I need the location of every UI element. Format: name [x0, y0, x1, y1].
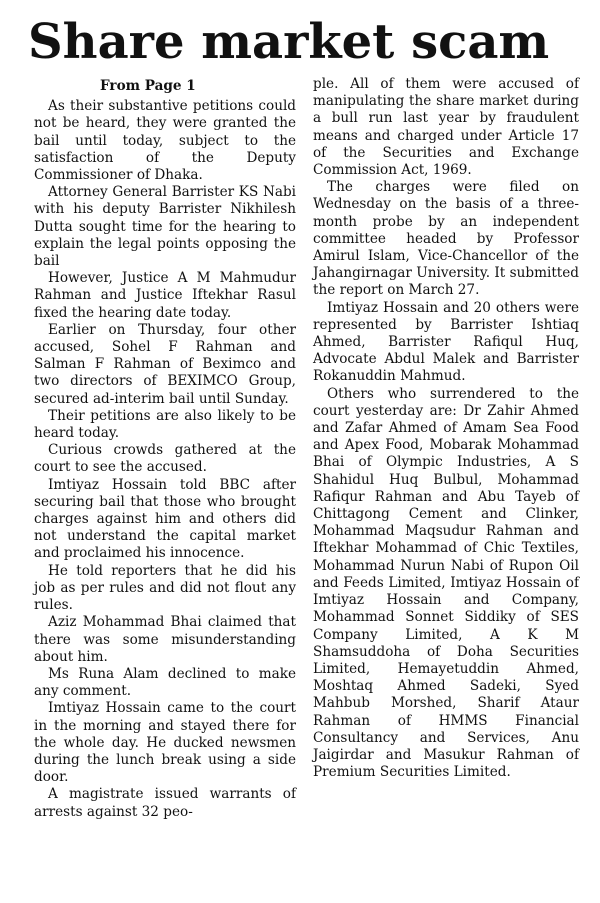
paragraph: Imtiyaz Hossain came to the court in the morning and stayed there for the whole day. He ducked newsmen during the lunch break using a side door.: [34, 700, 296, 786]
paragraph: The charges were filed on Wednesday on the basis of a three-month probe by an independent committee headed by Professor Amirul Islam, Vice-Chancellor of the Jahangirnagar University. It submitted the report on March 27.: [313, 179, 579, 299]
headline: Share market scam: [28, 14, 550, 70]
paragraph: Imtiyaz Hossain and 20 others were represented by Barrister Ishtiaq Ahmed, Barrister Rafiqul Huq, Advocate Abdul Malek and Barrister Rokanuddin Mahmud.: [313, 299, 579, 385]
paragraph: Curious crowds gathered at the court to see the accused.: [34, 442, 296, 476]
paragraph: As their substantive petitions could not be heard, they were granted the bail until today, subject to the satisfaction of the Deputy Commissioner of Dhaka.: [34, 98, 296, 184]
paragraph: Attorney General Barrister KS Nabi with his deputy Barrister Nikhilesh Dutta sought time for the hearing to explain the legal points opposing the bail: [34, 184, 296, 270]
paragraph: A magistrate issued warrants of arrests against 32 peo-: [34, 786, 296, 820]
dateline: From Page 1: [100, 78, 196, 94]
paragraph: Their petitions are also likely to be heard today.: [34, 407, 296, 442]
paragraph: Ms Runa Alam declined to make any comment.: [34, 665, 296, 700]
paragraph: ple. All of them were accused of manipulating the share market during a bull run last year by fraudulent means and charged under Article 17 of the Securities and Exchange Commission Act, 1969.: [313, 76, 579, 179]
paragraph: Others who surrendered to the court yesterday are: Dr Zahir Ahmed and Zafar Ahmed of Amam Sea Food and Apex Food, Mobarak Mohammad Bhai of Olympic Industries, A S Shahidul Huq Bulbul, Mohammad Rafiqur Rahman and Abu Tayeb of Chittagong Cement and Clinker, Mohammad Maqsudur Rahman and Iftekhar Mohammad of Chic Textiles, Mohammad Nurun Nabi of Rupon Oil and Feeds Limited, Imtiyaz Hossain of Imtiyaz Hossain and Company, Mohammad Sonnet Siddiky of SES Company Limited, A K M Shamsuddoha of Doha Securities Limited, Hemayetuddin Ahmed, Moshtaq Ahmed Sadeki, Syed Mahbub Morshed, Sharif Ataur Rahman of HMMS Financial Consultancy and Services, Anu Jaigirdar and Masukur Rahman of Premium Securities Limited.: [313, 385, 579, 781]
paragraph: Earlier on Thursday, four other accused, Sohel F Rahman and Salman F Rahman of Beximco and two directors of BEXIMCO Group, secured ad-interim bail until Sunday.: [34, 321, 296, 407]
paragraph: He told reporters that he did his job as per rules and did not flout any rules.: [34, 562, 296, 614]
right-column: [313, 76, 579, 781]
paragraph: Imtiyaz Hossain told BBC after securing bail that those who brought charges against him and others did not understand the capital market and proclaimed his innocence.: [34, 476, 296, 562]
left-column: [34, 78, 296, 821]
paragraph: However, Justice A M Mahmudur Rahman and Justice Iftekhar Rasul fixed the hearing date today.: [34, 270, 296, 321]
paragraph: Aziz Mohammad Bhai claimed that there was some misunderstanding about him.: [34, 614, 296, 665]
